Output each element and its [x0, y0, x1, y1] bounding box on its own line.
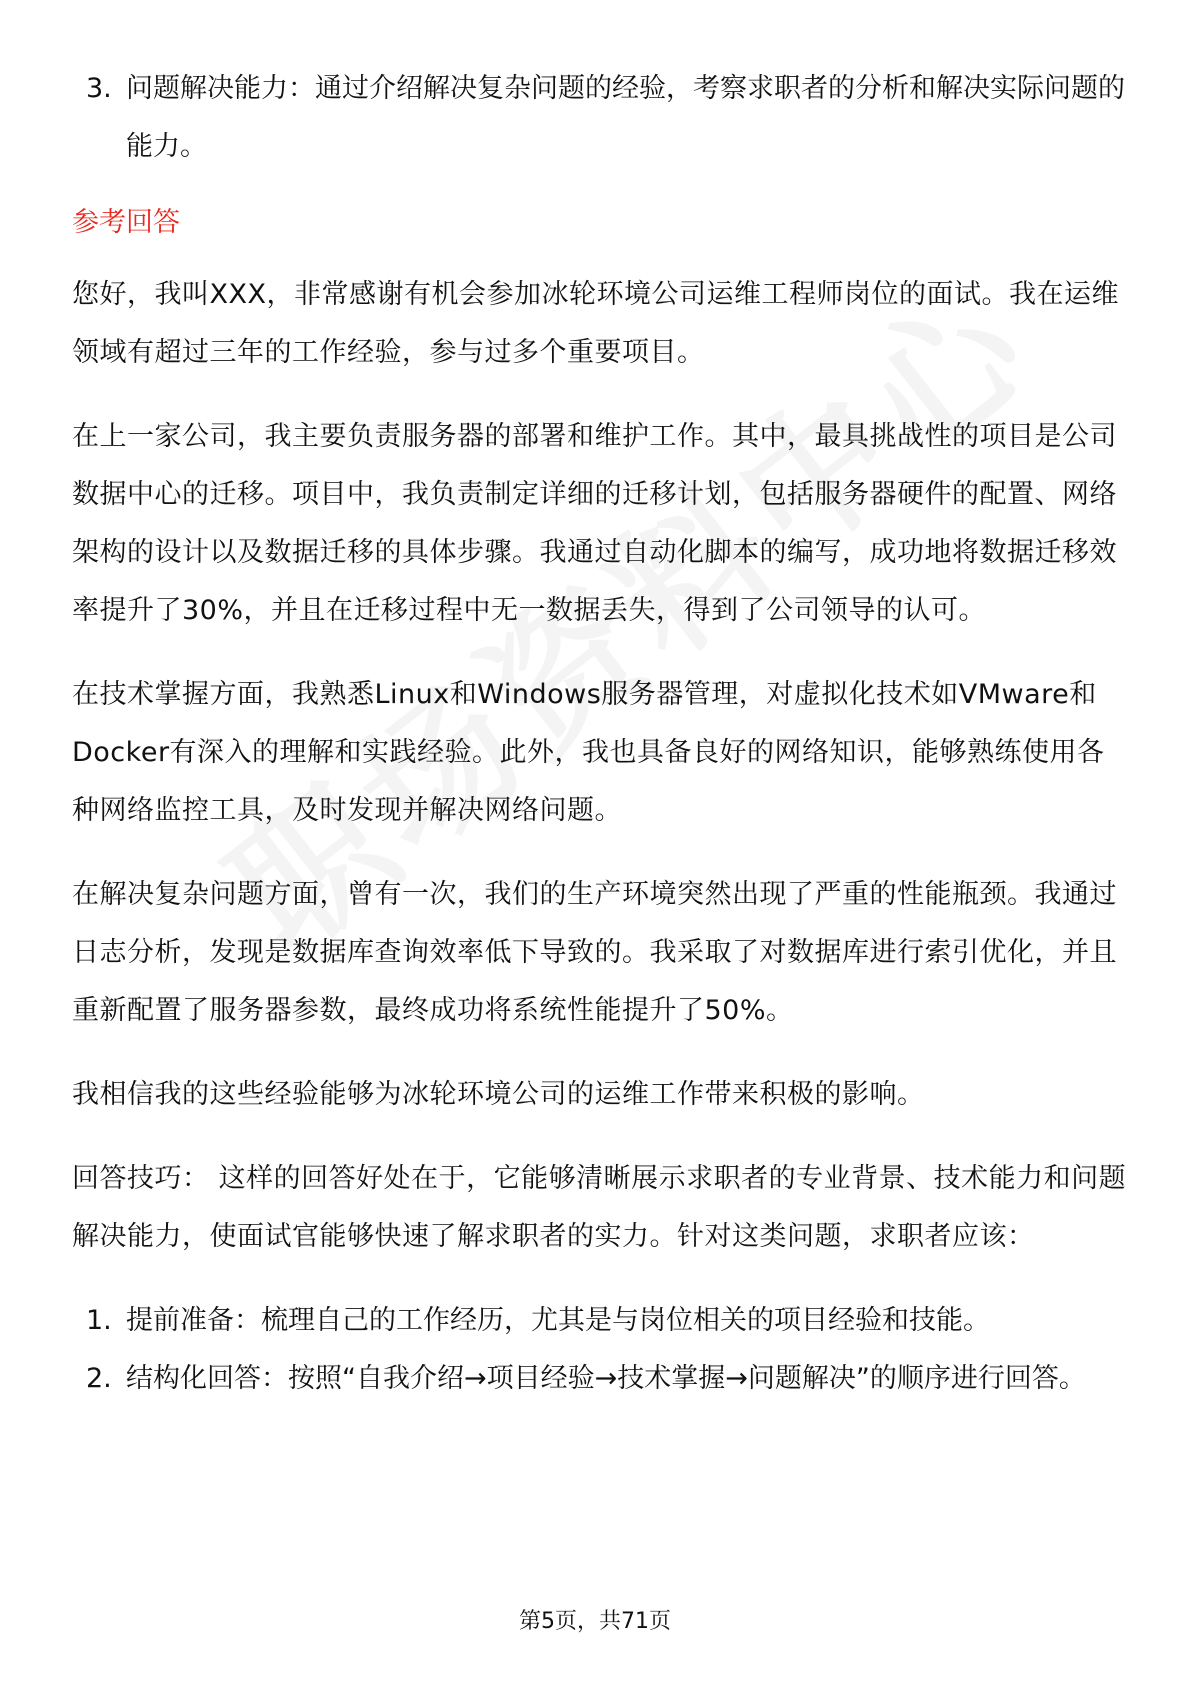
- reference-answer-heading: 参考回答: [72, 207, 180, 238]
- paragraph-project: 在上一家公司，我主要负责服务器的部署和维护工作。其中，最具挑战性的项目是公司数据中心的迁移。项目中，我负责制定详细的迁移计划，包括服务器硬件的配置、网络架构的设计以及数据迁移的具体步骤。我通过自动化脚本的编写，成功地将数据迁移效率提升了30%，并且在迁移过程中无一数据丢失，得到了公司领导的认可。: [72, 421, 1117, 626]
- list-item-tip-1: [72, 1292, 1132, 1350]
- list-text: 结构化回答：按照“自我介绍→项目经验→技术掌握→问题解决”的顺序进行回答。: [126, 1363, 1086, 1394]
- list-number: 2.: [86, 1363, 112, 1394]
- page-content: [72, 60, 1132, 1408]
- list-number: 1.: [86, 1305, 112, 1336]
- list-number: 3.: [86, 73, 112, 104]
- paragraph-intro: 您好，我叫XXX，非常感谢有机会参加冰轮环境公司运维工程师岗位的面试。我在运维领域有超过三年的工作经验，参与过多个重要项目。: [72, 279, 1119, 368]
- paragraph-skills: 在技术掌握方面，我熟悉Linux和Windows服务器管理，对虚拟化技术如VMware和Docker有深入的理解和实践经验。此外，我也具备良好的网络知识，能够熟练使用各种网络监控工具，及时发现并解决网络问题。: [72, 679, 1105, 826]
- list-item-tip-2: [72, 1350, 1132, 1408]
- paragraph-problem: 在解决复杂问题方面，曾有一次，我们的生产环境突然出现了严重的性能瓶颈。我通过日志分析，发现是数据库查询效率低下导致的。我采取了对数据库进行索引优化，并且重新配置了服务器参数，最终成功将系统性能提升了50%。: [72, 879, 1117, 1026]
- list-item-3: [72, 60, 1132, 176]
- page-footer: 第5页，共71页: [519, 1609, 671, 1634]
- list-text: 问题解决能力：通过介绍解决复杂问题的经验，考察求职者的分析和解决实际问题的能力。: [126, 73, 1125, 162]
- paragraph-tips-intro: 回答技巧： 这样的回答好处在于，它能够清晰展示求职者的专业背景、技术能力和问题解决能力，使面试官能够快速了解求职者的实力。针对这类问题，求职者应该：: [72, 1163, 1127, 1252]
- tips-list: [72, 1292, 1132, 1408]
- list-text: 提前准备：梳理自己的工作经历，尤其是与岗位相关的项目经验和技能。: [126, 1305, 990, 1336]
- paragraph-closing: 我相信我的这些经验能够为冰轮环境公司的运维工作带来积极的影响。: [72, 1079, 925, 1110]
